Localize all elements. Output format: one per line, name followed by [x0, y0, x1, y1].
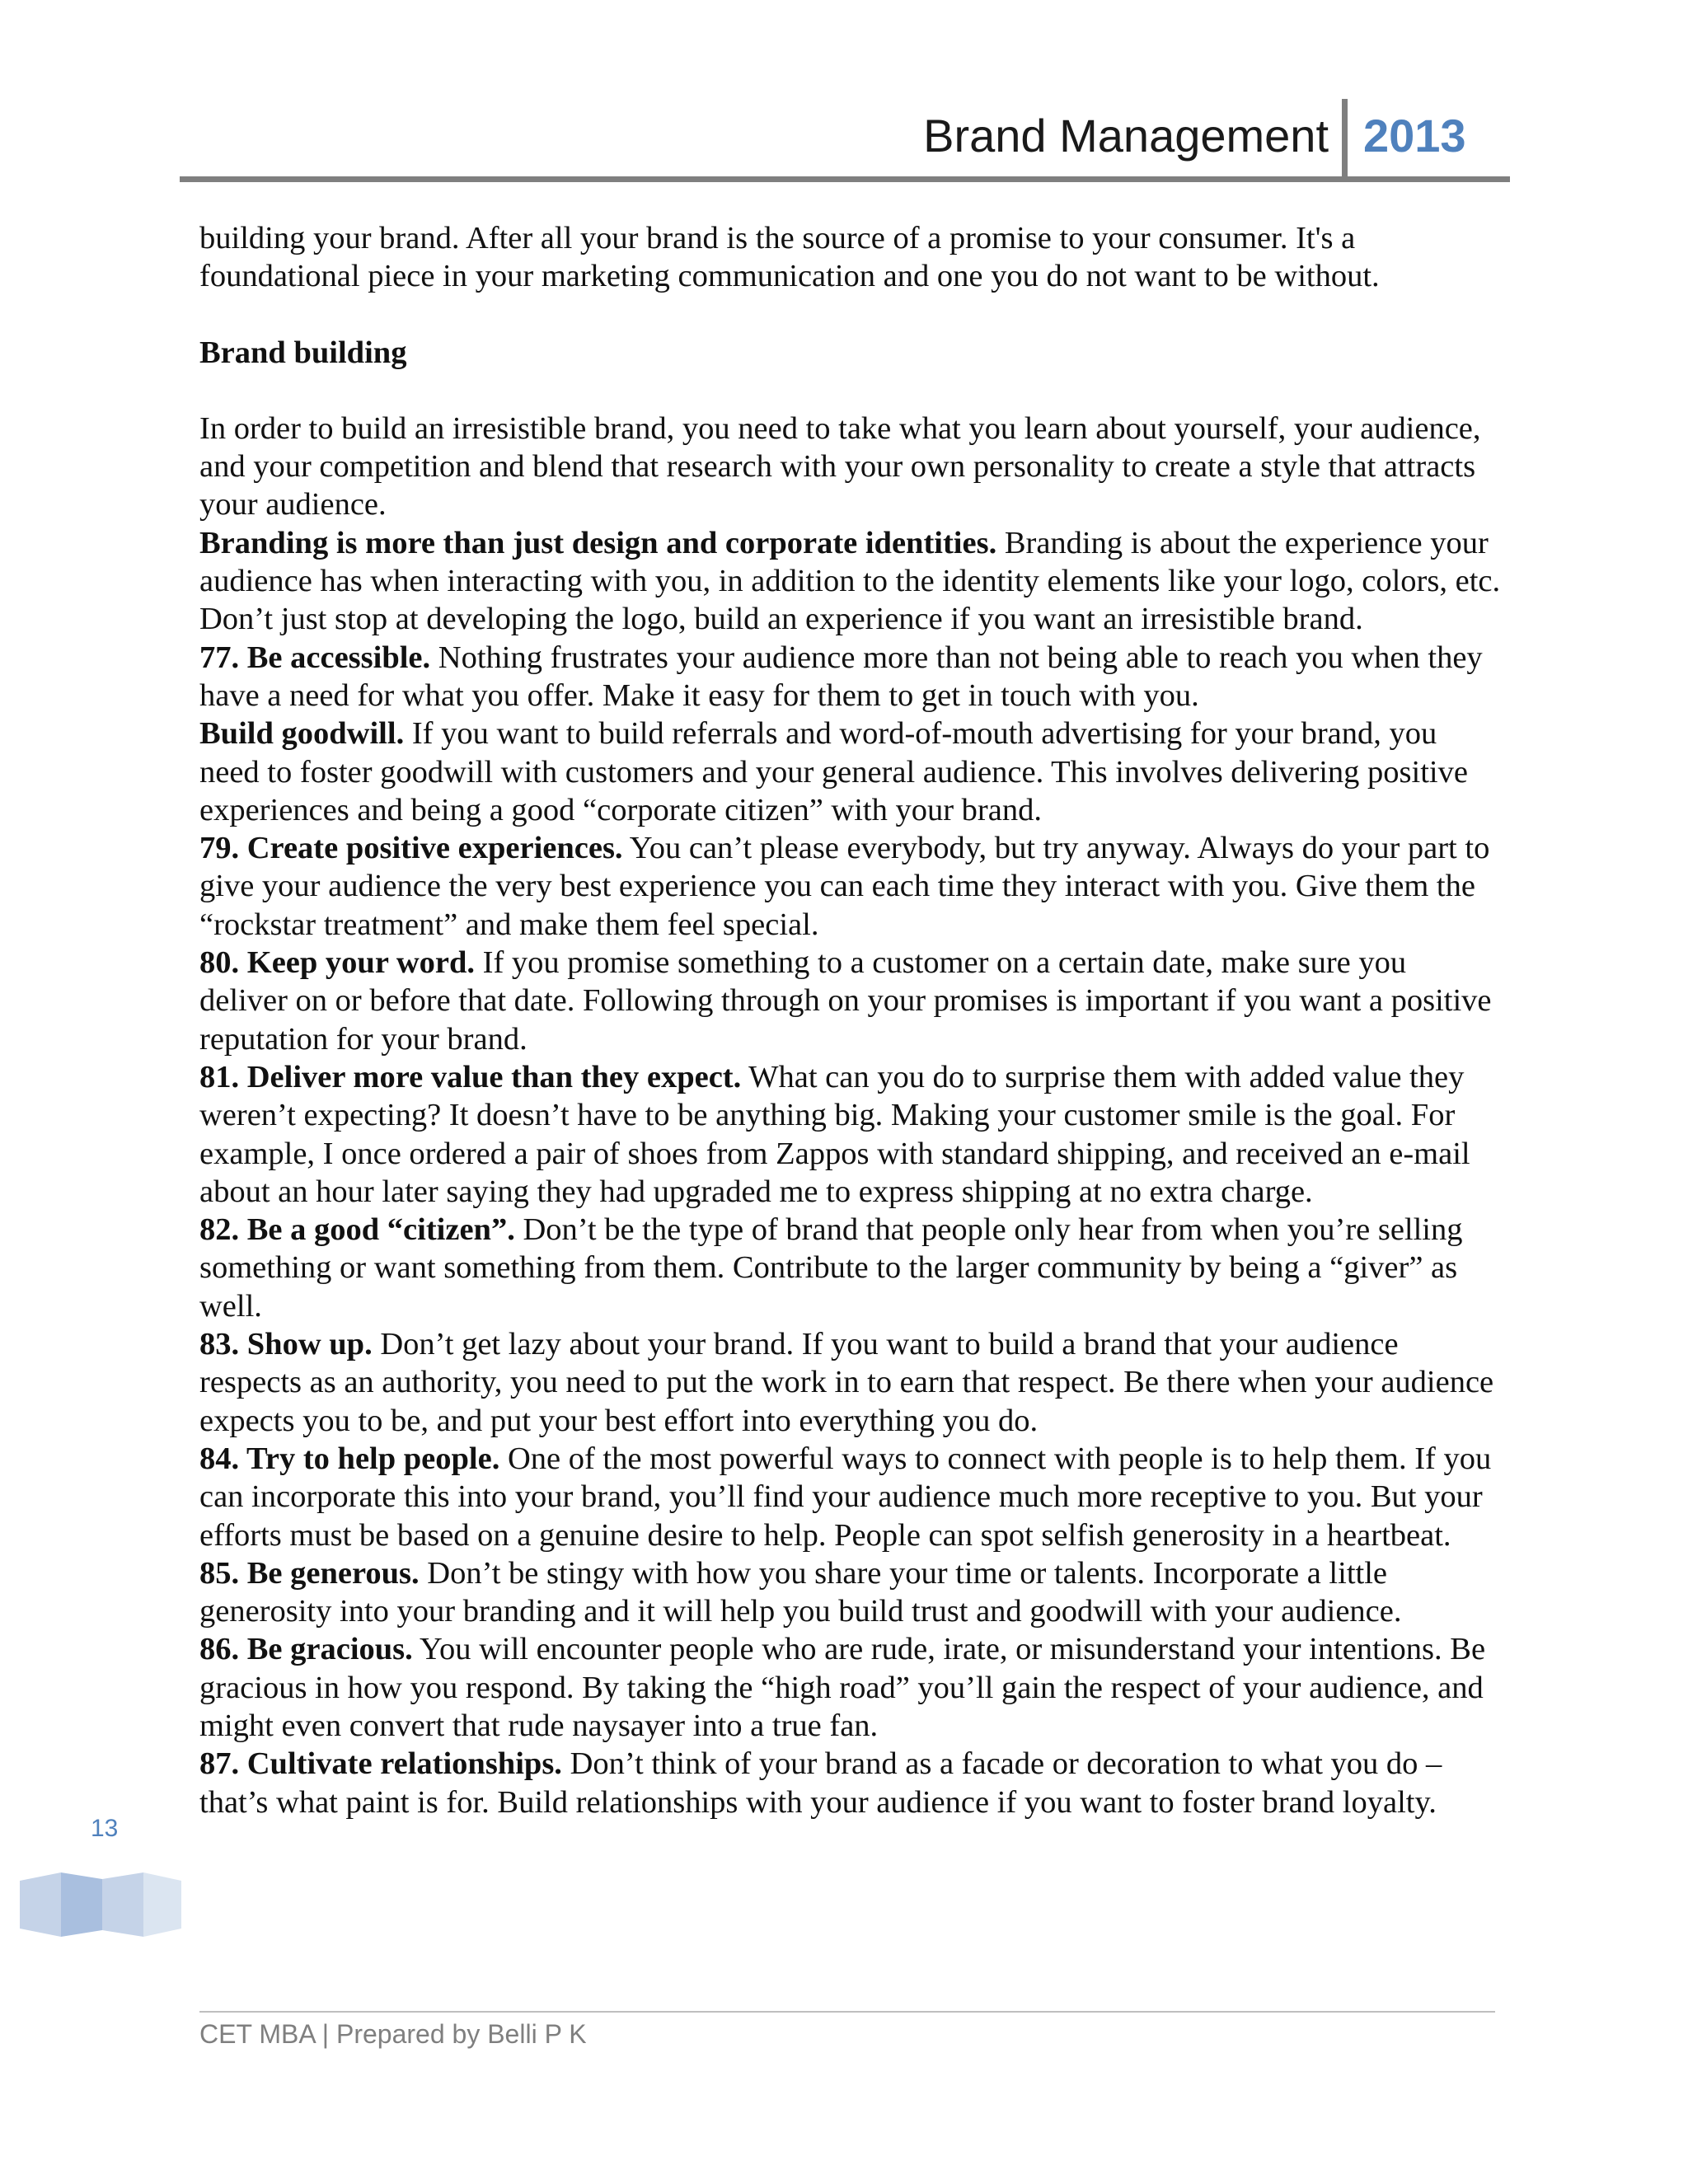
item-text: Branding is about the experience your audience has when interacting with you, in addition to the identity elements like your logo, colors, etc. Don’t just stop at developing the logo, build an experience if you want an irresistible brand. [199, 525, 1501, 637]
item-text: Don’t be the type of brand that people only hear from when you’re selling something or want something from them. Contribute to the larger community by being a “giver” as well. [199, 1212, 1463, 1324]
item-title: 84. Try to help people. [199, 1441, 500, 1476]
item-text: Don’t be stingy with how you share your time or talents. Incorporate a little generosity into your branding and it will help you build trust and goodwill with your audience. [199, 1555, 1402, 1629]
lead-paragraph: In order to build an irresistible brand, you need to take what you learn about yourself, your audience, and your competition and blend that research with your own personality to create a style that attracts your audience. [199, 410, 1481, 523]
list-item [199, 1058, 1502, 1211]
item-title: 86. Be gracious. [199, 1632, 413, 1667]
list-item [199, 524, 1502, 639]
item-title: 80. Keep your word. [199, 945, 476, 981]
item-title: 85. Be generous. [199, 1555, 420, 1591]
list-item [199, 639, 1502, 715]
list-item [199, 715, 1502, 829]
item-title: 83. Show up. [199, 1327, 373, 1362]
item-title: 81. Deliver more value than they expect. [199, 1059, 742, 1094]
item-text: Don’t get lazy about your brand. If you want to build a brand that your audience respects as an authority, you need to put the work in to earn that respect. Be there when your audience expects you to be, and put your best effort into everything you do. [199, 1327, 1494, 1438]
item-title: 79. Create positive experiences. [199, 831, 623, 866]
list-item [199, 1554, 1502, 1631]
paragraph-gap [199, 372, 1502, 410]
item-title: 77. Be accessible. [199, 640, 431, 675]
footer-rule [199, 2011, 1495, 2013]
item-text: If you promise something to a customer on a certain date, make sure you deliver on or before that date. Following through on your promises is important if you want a positive reputation for your brand. [199, 945, 1492, 1057]
item-text: You can’t please everybody, but try anyway. Always do your part to give your audience the very best experience you can each time they interact with you. Give them the “rockstar treatment” and make them feel special. [199, 831, 1490, 942]
list-item [199, 1325, 1502, 1440]
item-title: 82. Be a good “citizen”. [199, 1212, 515, 1248]
item-text: If you want to build referrals and word-of-mouth advertising for your brand, you need to foster goodwill with customers and your general audience. This involves delivering positive experiences and being a good “corporate citizen” with your brand. [199, 716, 1468, 827]
header-separator [1342, 99, 1348, 180]
item-text: Don’t think of your brand as a facade or decoration to what you do – that’s what paint is for. Build relationships with your audience if you want to foster brand loyalty. [199, 1746, 1442, 1820]
list-item [199, 829, 1502, 944]
footer-text: CET MBA | Prepared by Belli P K [199, 2019, 587, 2049]
paragraph-gap [199, 296, 1502, 334]
page-header [180, 97, 1510, 183]
item-text: One of the most powerful ways to connect with people is to help them. If you can incorporate this into your brand, you’ll find your audience much more receptive to you. But your efforts must be based on a genuine desire to help. People can spot selfish generosity in a heartbeat. [199, 1441, 1492, 1553]
header-rule [180, 176, 1510, 182]
page-body [199, 219, 1502, 1821]
item-title: Branding is more than just design and corporate identities. [199, 525, 997, 560]
item-text: Nothing frustrates your audience more than not being able to reach you when they have a need for what you offer. Make it easy for them to get in touch with you. [199, 640, 1483, 713]
list-item [199, 1440, 1502, 1554]
intro-paragraph: building your brand. After all your brand is the source of a promise to your consumer. It's a foundational piece in your marketing communication and one you do not want to be without. [199, 221, 1380, 294]
header-title: Brand Management [923, 110, 1329, 162]
item-title: Build goodwill. [199, 716, 405, 752]
item-text: What can you do to surprise them with added value they weren’t expecting? It doesn’t have to be anything big. Making your customer smile is the goal. For example, I once ordered a pair of shoes from Zappos with standard shipping, and received an e-mail about an hour later saying they had upgraded me to express shipping at no extra charge. [199, 1059, 1470, 1209]
list-item [199, 1211, 1502, 1325]
list-item [199, 1630, 1502, 1745]
item-title: 87. Cultivate relationships. [199, 1746, 562, 1782]
header-year: 2013 [1363, 110, 1466, 162]
item-text: You will encounter people who are rude, irate, or misunderstand your intentions. Be gracious in how you respond. By taking the “high road” you’ll gain the respect of your audience, and might even convert that rude naysayer into a true fan. [199, 1632, 1486, 1743]
list-item [199, 944, 1502, 1058]
page-tab-decoration [20, 1872, 181, 1937]
list-item [199, 1745, 1502, 1821]
section-heading: Brand building [199, 335, 407, 370]
page-number: 13 [91, 1815, 119, 1842]
